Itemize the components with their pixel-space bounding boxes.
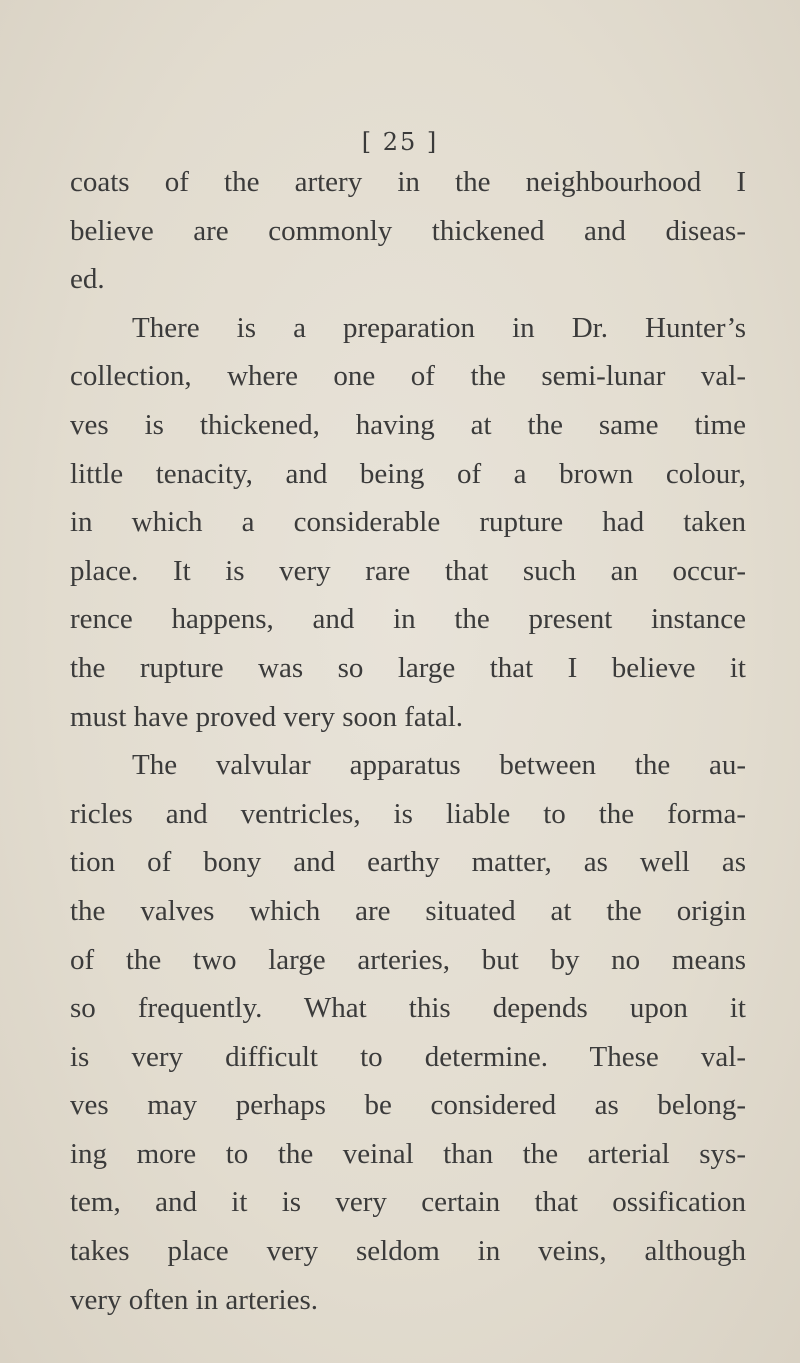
text-line: ves may perhaps be considered as belong- [70, 1089, 746, 1122]
text-line: ing more to the veinal than the arterial sys- [70, 1137, 746, 1170]
body-text [70, 158, 746, 1324]
text-line: in which a considerable rupture had taken [70, 506, 746, 539]
text-line: coats of the artery in the neighbourhood I [70, 166, 746, 198]
text-line: is very difficult to determine. These val- [70, 1040, 746, 1073]
text-line: of the two large arteries, but by no means [70, 943, 746, 976]
text-line: There is a preparation in Dr. Hunter’s [132, 311, 746, 344]
text-line: takes place very seldom in veins, although [70, 1235, 746, 1268]
text-line: ed. [70, 263, 105, 296]
text-line: must have proved very soon fatal. [70, 700, 464, 733]
text-line: very often in arteries. [70, 1283, 319, 1316]
text-line: rence happens, and in the present instance [70, 603, 746, 636]
text-line: believe are commonly thickened and diseas- [70, 214, 746, 247]
text-line: little tenacity, and being of a brown colour, [70, 457, 746, 490]
text-line: place. It is very rare that such an occur- [70, 554, 746, 587]
text-line: the rupture was so large that I believe it [70, 651, 746, 684]
text-line: the valves which are situated at the origin [70, 894, 746, 927]
text-line: ricles and ventricles, is liable to the forma- [70, 797, 746, 830]
text-line: tion of bony and earthy matter, as well as [70, 846, 746, 879]
text-line: so frequently. What this depends upon it [70, 992, 746, 1025]
text-line: The valvular apparatus between the au- [132, 749, 746, 782]
text-line: tem, and it is very certain that ossification [70, 1186, 746, 1219]
page-number: [ 25 ] [361, 128, 439, 156]
text-line: ves is thickened, having at the same time [70, 408, 746, 441]
text-line: collection, where one of the semi-lunar val- [70, 360, 746, 393]
